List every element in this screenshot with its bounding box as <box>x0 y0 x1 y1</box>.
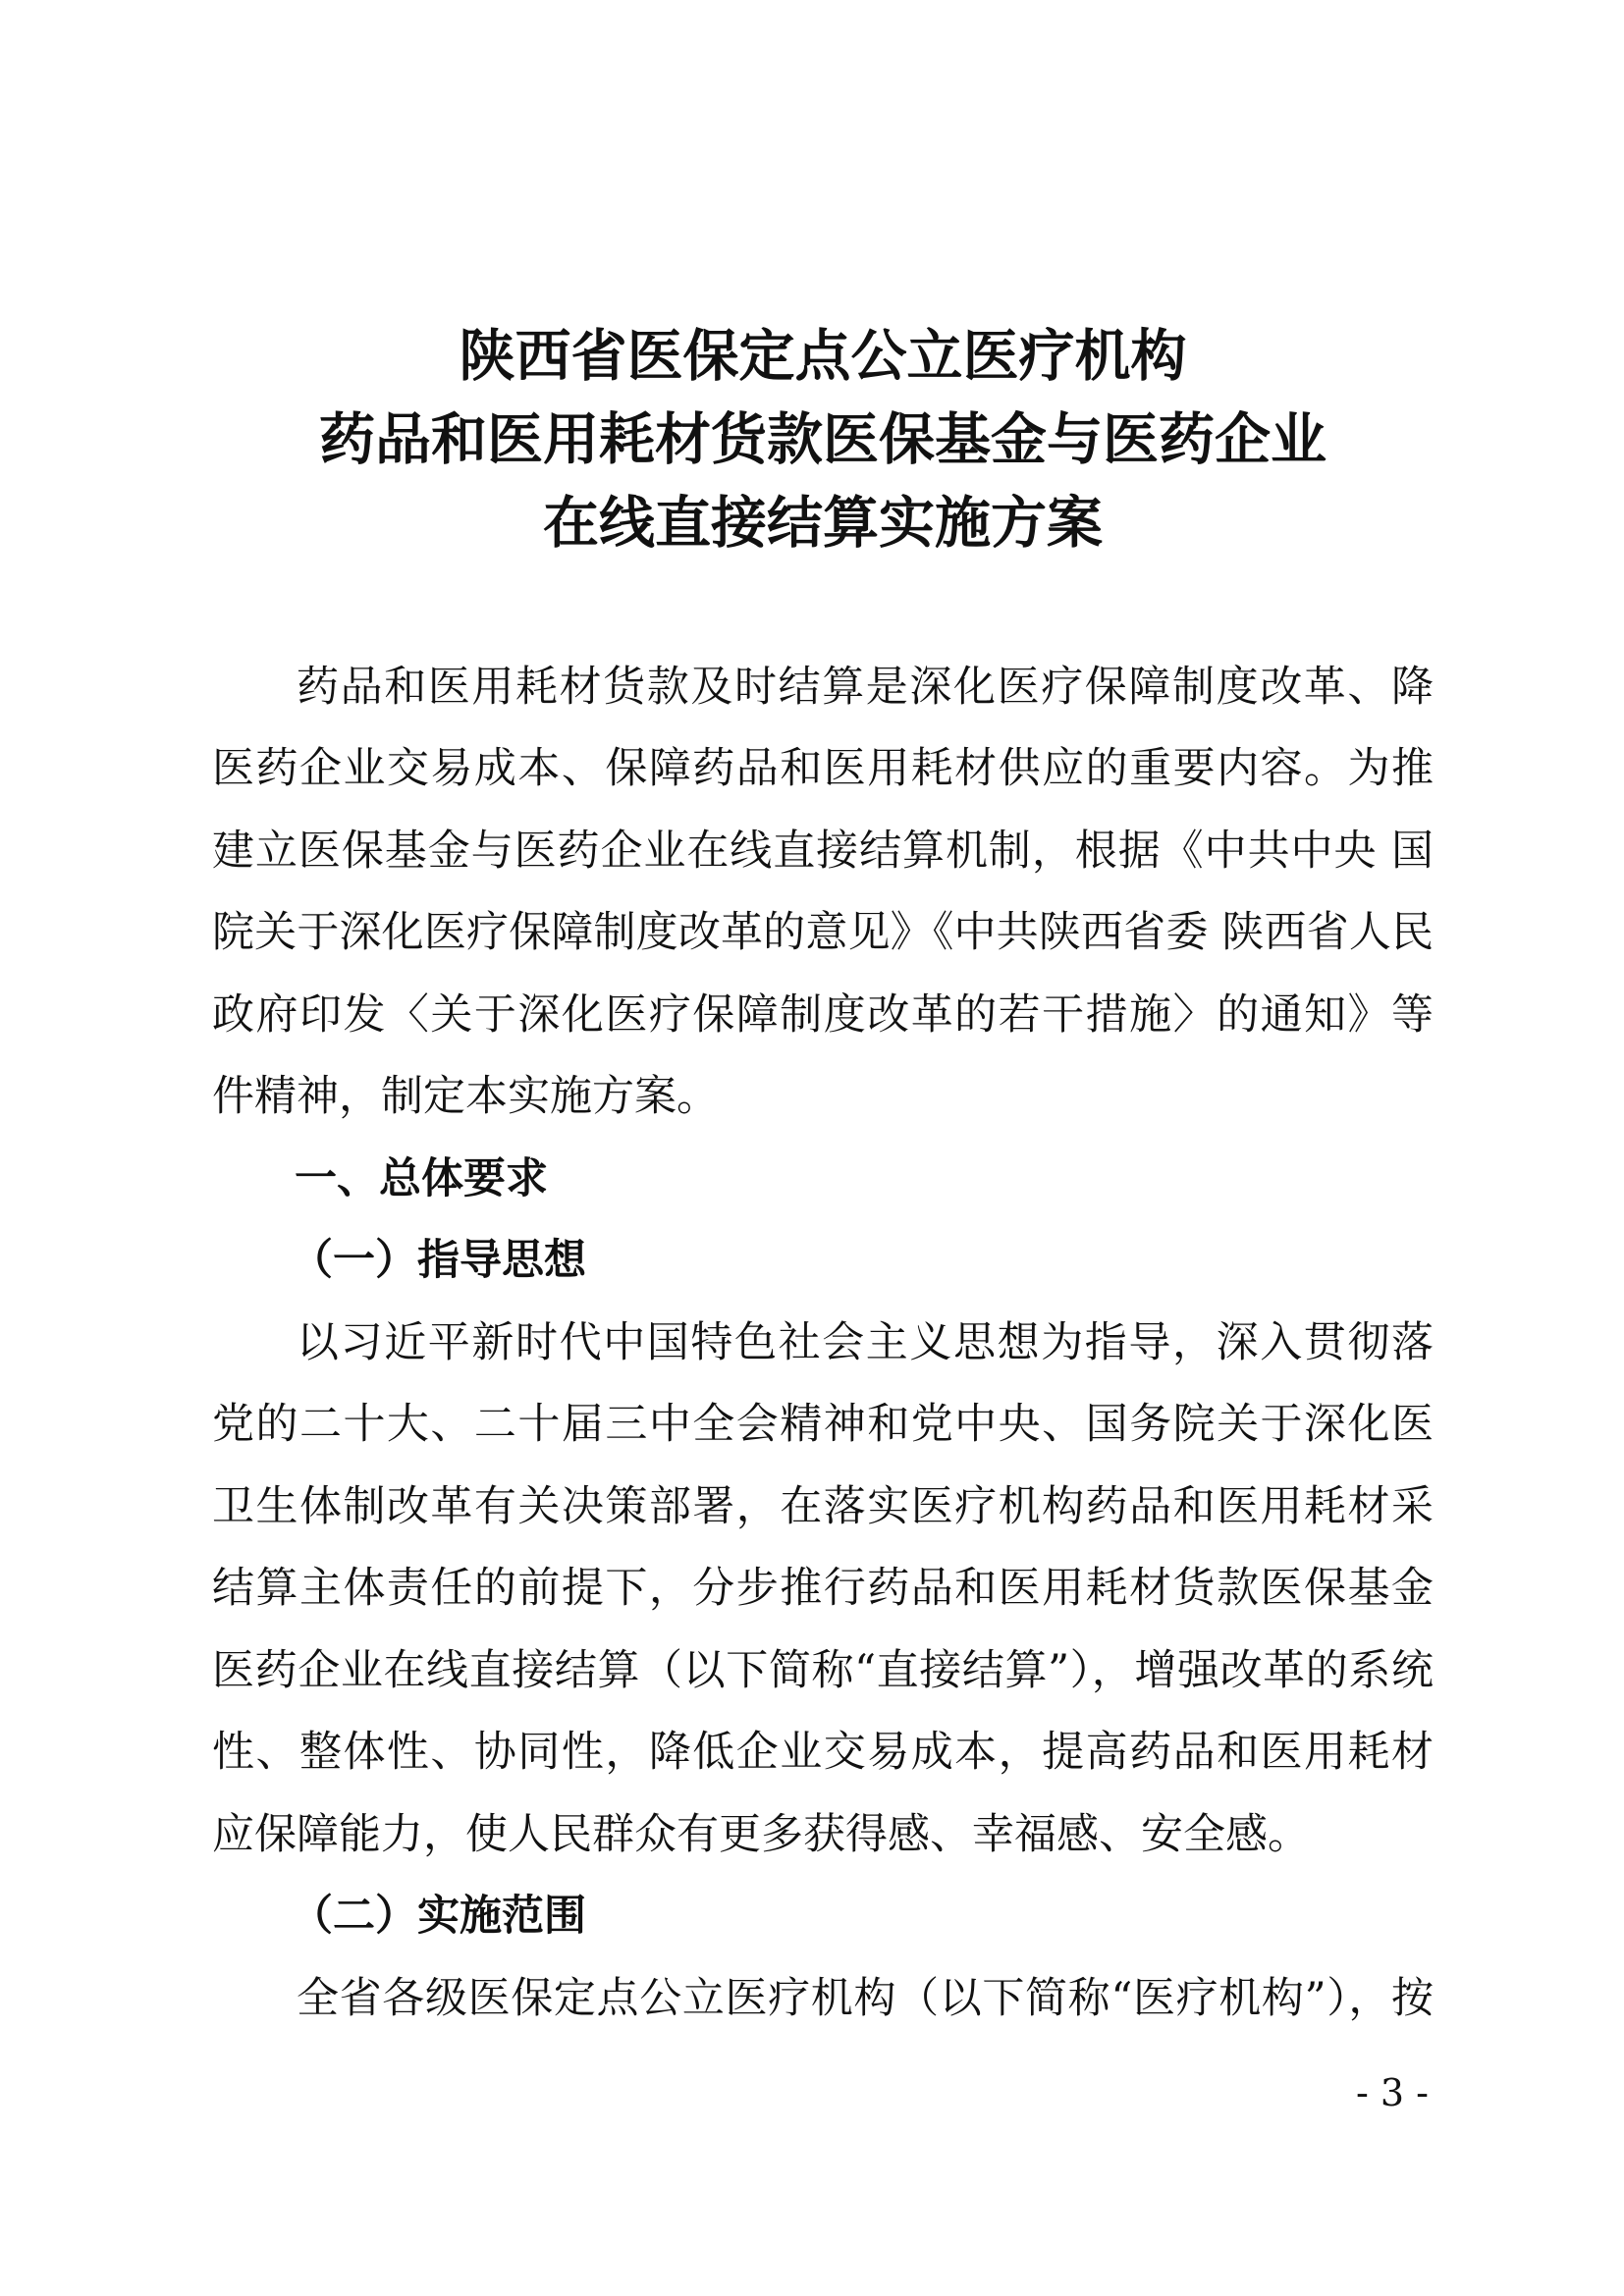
paragraph-line: 医药企业交易成本、保障药品和医用耗材供应的重要内容。为推 <box>212 744 1434 793</box>
paragraph-line: 医药企业在线直接结算（以下简称“直接结算”），增强改革的系统 <box>212 1646 1434 1695</box>
paragraph-line: 结算主体责任的前提下，分步推行药品和医用耗材货款医保基金 <box>212 1564 1434 1613</box>
paragraph-line: 党的二十大、二十届三中全会精神和党中央、国务院关于深化医 <box>212 1400 1434 1449</box>
document-title-line: 在线直接结算实施方案 <box>543 490 1103 556</box>
paragraph-line: 建立医保基金与医药企业在线直接结算机制，根据《中共中央 国 <box>212 827 1434 876</box>
paragraph-line: 政府印发〈关于深化医疗保障制度改革的若干措施〉的通知》等 <box>212 990 1434 1040</box>
document-title-line: 陕西省医保定点公立医疗机构 <box>459 323 1187 389</box>
paragraph-line: 药品和医用耗材货款及时结算是深化医疗保障制度改革、降 <box>297 663 1434 712</box>
paragraph-line: 卫生体制改革有关决策部署，在落实医疗机构药品和医用耗材采 <box>212 1482 1434 1531</box>
paragraph-line: 以习近平新时代中国特色社会主义思想为指导，深入贯彻落 <box>297 1318 1434 1367</box>
paragraph-line: 全省各级医保定点公立医疗机构（以下简称“医疗机构”），按 <box>297 1974 1434 2023</box>
section-heading: 一、总体要求 <box>295 1154 548 1203</box>
paragraph-line: 性、整体性、协同性，降低企业交易成本，提高药品和医用耗材 <box>212 1728 1434 1777</box>
page-number: - 3 - <box>1355 2071 1429 2114</box>
subsection-heading: （一）指导思想 <box>291 1236 586 1285</box>
paragraph-line: 件精神，制定本实施方案。 <box>212 1072 719 1121</box>
document-title-line: 药品和医用耗材货款医保基金与医药企业 <box>319 406 1326 472</box>
subsection-heading: （二）实施范围 <box>291 1892 586 1941</box>
paragraph-line: 应保障能力，使人民群众有更多获得感、幸福感、安全感。 <box>212 1810 1310 1859</box>
paragraph-line: 院关于深化医疗保障制度改革的意见》《中共陕西省委 陕西省人民 <box>212 908 1434 957</box>
